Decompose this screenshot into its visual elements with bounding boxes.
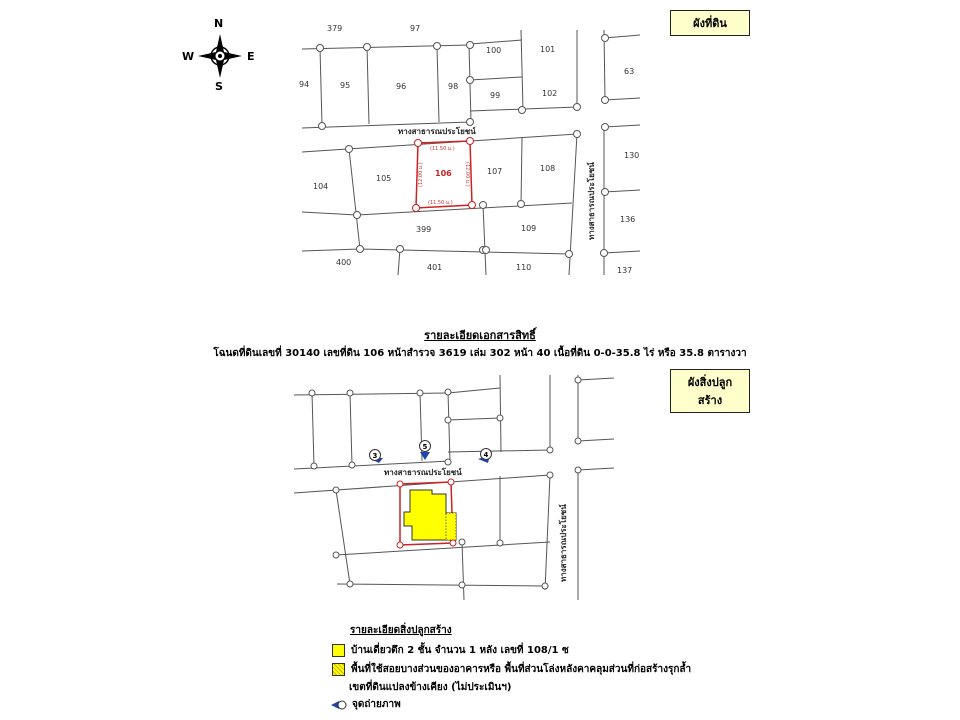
lot-136: 136 — [620, 215, 636, 224]
photo-marker-icon — [330, 699, 350, 711]
dim-top: (11.50 ม.) — [430, 146, 455, 152]
deed-detail-line: โฉนดที่ดินเลขที่ 30140 เลขที่ดิน 106 หน้าสำรวจ 3619 เล่ม 302 หน้า 40 เนื้อที่ดิน 0-0-35.8 ไร่ หรือ 35.8 ตารางวา — [213, 348, 747, 359]
lot-379: 379 — [327, 24, 343, 33]
document-title: รายละเอียดเอกสารสิทธิ์ — [424, 329, 536, 342]
lot-399: 399 — [416, 225, 432, 234]
compass-s: S — [215, 80, 223, 93]
bottom-road-label-v: ทางสาธารณประโยชน์ — [559, 504, 568, 582]
compass-n: N — [214, 17, 224, 30]
dim-bottom: (11.50 ม.) — [428, 200, 453, 206]
top-map-label: ผังที่ดิน — [670, 10, 750, 36]
photo-point-5 — [420, 441, 431, 461]
lot-401: 401 — [427, 263, 443, 272]
photo-point-3 — [369, 450, 383, 464]
yellow-swatch-icon — [332, 644, 345, 657]
legend-item-neighbor: เขตที่ดินแปลงข้างเคียง (ไม่ประเมินฯ) — [349, 682, 512, 693]
dim-right: (12.00 ม.) — [464, 162, 470, 187]
lot-97: 97 — [410, 24, 421, 33]
lot-102: 102 — [542, 89, 558, 98]
bottom-map-label: ผังสิ่งปลูกสร้าง — [670, 369, 750, 413]
lot-106: 106 — [435, 169, 452, 178]
lot-95: 95 — [340, 81, 351, 90]
dim-left: (12.00 ม.) — [418, 162, 424, 187]
lot-100: 100 — [486, 46, 502, 55]
lot-94: 94 — [299, 80, 310, 89]
lot-107: 107 — [487, 167, 503, 176]
svg-text:5: 5 — [422, 443, 428, 451]
subject-parcel-with-building — [397, 479, 456, 548]
top-road-label-v: ทางสาธารณประโยชน์ — [587, 162, 596, 240]
lot-98: 98 — [448, 82, 459, 91]
lot-109: 109 — [521, 224, 537, 233]
lot-400: 400 — [336, 258, 352, 267]
legend-title: รายละเอียดสิ่งปลูกสร้าง — [350, 625, 452, 636]
encroachment-area — [446, 513, 456, 540]
top-road-label-h: ทางสาธารณประโยชน์ — [398, 127, 476, 136]
svg-text:4: 4 — [483, 451, 489, 459]
bottom-road-label-h: ทางสาธารณประโยชน์ — [384, 468, 462, 477]
legend-item-encroach: พื้นที่ใช้สอยบางส่วนของอาคารหรือ พื้นที่ส่วนโล่งหลังคาคลุมส่วนที่ก่อสร้างรุกล้ำ — [332, 662, 691, 677]
lot-110: 110 — [516, 263, 532, 272]
svg-text:3: 3 — [372, 452, 378, 460]
lot-104: 104 — [313, 182, 329, 191]
legend-item-house: บ้านเดี่ยวตึก 2 ชั้น จำนวน 1 หลัง เลขที่ 108/1 ซ — [332, 643, 569, 658]
lot-105: 105 — [376, 174, 392, 183]
lot-101: 101 — [540, 45, 556, 54]
dotted-swatch-icon — [332, 663, 345, 676]
lot-99: 99 — [490, 91, 501, 100]
compass-w: W — [182, 50, 195, 63]
lot-130: 130 — [624, 151, 640, 160]
lot-108: 108 — [540, 164, 556, 173]
lot-96: 96 — [396, 82, 407, 91]
legend-item-photo: จุดถ่ายภาพ — [330, 697, 401, 712]
photo-point-4 — [478, 449, 492, 464]
compass-e: E — [247, 50, 255, 63]
lot-137: 137 — [617, 266, 633, 275]
lot-63: 63 — [624, 67, 635, 76]
